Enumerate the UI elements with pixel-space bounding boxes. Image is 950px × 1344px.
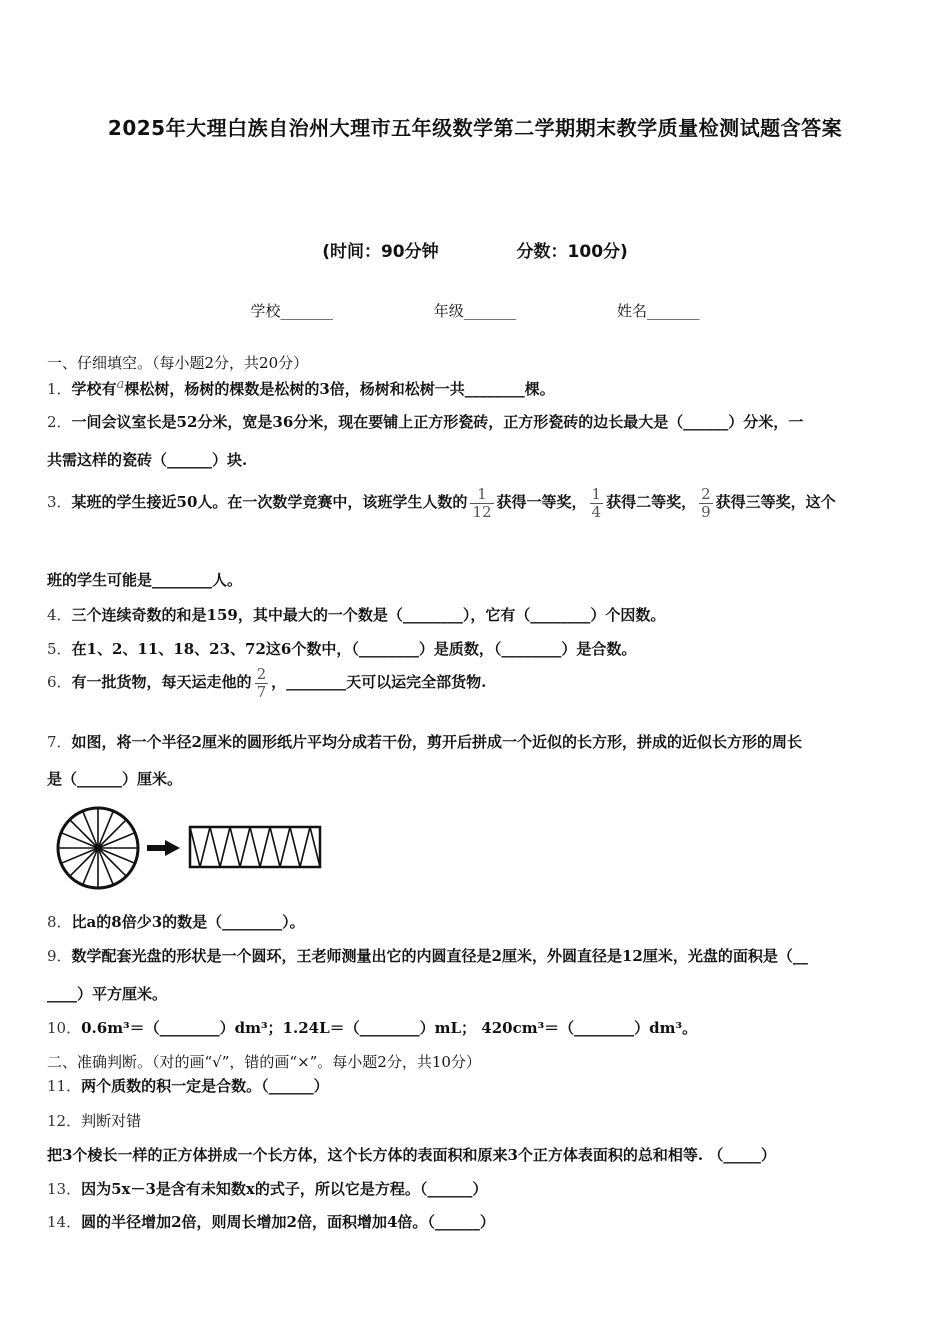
question-number: 14． [47, 1213, 82, 1231]
section2-heading: 二、准确判断。（对的画“√”，错的画“×”。每小题2分，共10分） [47, 1053, 481, 1071]
q3-text-b: 获得一等奖， [496, 493, 587, 511]
school-field[interactable]: 学校_______ [250, 302, 333, 320]
q3-text-a: 某班的学生接近50人。在一次数学竞赛中，该班学生人数的 [71, 493, 468, 511]
question-2-line1 [47, 411, 907, 432]
fraction-2-7: $\frac{2}{7}$ [256, 665, 267, 701]
grade-field[interactable]: 年级_______ [433, 302, 517, 320]
q1-text-a: 学校有 [71, 380, 117, 398]
question-number: 2． [47, 413, 72, 431]
question-6 [47, 666, 907, 700]
time-limit: (时间：90分钟 [322, 242, 439, 262]
question-14 [47, 1211, 907, 1232]
q3-text-d: 获得三等奖，这个 [715, 493, 836, 511]
question-8 [47, 911, 907, 932]
question-number: 13． [47, 1180, 82, 1198]
question-1 [47, 377, 907, 399]
fraction-1-12: $\frac{1}{12}$ [472, 485, 492, 521]
question-number: 10． [47, 1019, 82, 1037]
q14-text: 圆的半径增加2倍，则周长增加2倍，面积增加4倍。（______） [81, 1213, 495, 1231]
question-number: 12． [47, 1112, 82, 1130]
question-number: 9． [47, 947, 72, 965]
question-number: 3． [47, 493, 72, 511]
q1-variable: a [116, 377, 125, 392]
q11-text: 两个质数的积一定是合数。（______） [81, 1077, 329, 1095]
question-3-line1 [47, 486, 907, 520]
question-7-line1 [47, 731, 907, 752]
question-number: 7． [47, 733, 72, 751]
question-number: 6． [47, 673, 72, 691]
question-9-line1 [47, 945, 907, 966]
circle-spoke [70, 820, 98, 848]
question-5 [47, 638, 907, 659]
q6-text-a: 有一批货物，每天运走他的 [71, 673, 252, 691]
total-score: 分数：100分) [516, 242, 628, 262]
q7-text-1: 如图，将一个半径2厘米的圆形纸片平均分成若干份，剪开后拼成一个近似的长方形，拼成的近似长方形的周长 [71, 733, 802, 751]
question-number: 5． [47, 640, 72, 658]
q12-text: 判断对错 [81, 1112, 142, 1130]
circle-spoke [70, 848, 98, 876]
section1-heading: 一、仔细填空。（每小题2分，共20分） [47, 354, 309, 372]
circle-spoke [98, 820, 126, 848]
question-9-line2: ____）平方厘米。 [47, 985, 168, 1003]
question-4 [47, 604, 907, 625]
fraction-2-9: $\frac{2}{9}$ [701, 485, 711, 521]
divided-circle-icon [58, 808, 138, 888]
question-13 [47, 1178, 907, 1199]
q9-text-1: 数学配套光盘的形状是一个圆环，王老师测量出它的内圆直径是2厘米，外圆直径是12厘米，光盘的面积是（__ [71, 947, 808, 965]
approx-rectangle-icon [190, 827, 320, 867]
exam-meta [0, 237, 950, 262]
q1-text-b: 棵松树，杨树的棵数是松树的3倍，杨树和松树一共________棵。 [124, 380, 555, 398]
question-3-line2: 班的学生可能是________人。 [47, 571, 243, 589]
q13-text: 因为5x－3是含有未知数x的式子，所以它是方程。（______） [81, 1180, 488, 1198]
arrow-right-icon [147, 840, 180, 856]
question-10 [47, 1017, 907, 1038]
q3-text-c: 获得二等奖， [606, 493, 697, 511]
question-7-line2: 是（______）厘米。 [47, 770, 183, 788]
name-field[interactable]: 姓名_______ [617, 302, 700, 320]
q5-text: 在1、2、11、18、23、72这6个数中，（________）是质数，（________）是合数。 [71, 640, 637, 658]
question-number: 11． [47, 1077, 82, 1095]
question-12 [47, 1110, 907, 1131]
question-number: 8． [47, 913, 72, 931]
q4-text: 三个连续奇数的和是159，其中最大的一个数是（________），它有（________）个因数。 [71, 606, 666, 624]
q6-text-b: ，________天可以运完全部货物. [271, 673, 487, 691]
circle-spoke [98, 848, 126, 876]
question-12-statement: 把3个棱长一样的正方体拼成一个长方体，这个长方体的表面积和原来3个正方体表面积的总和相等. （_____） [47, 1146, 776, 1164]
question-number: 4． [47, 606, 72, 624]
exam-title: 2025年大理白族自治州大理市五年级数学第二学期期末教学质量检测试题含答案 [107, 116, 843, 140]
student-fields [0, 300, 950, 321]
q10-text: 0.6m³＝（________）dm³；1.24L＝（________）mL； 420cm³＝（________）dm³。 [81, 1019, 698, 1037]
question-11 [47, 1075, 907, 1096]
question-number: 1． [47, 380, 72, 398]
q8-text: 比a的8倍少3的数是（________）。 [71, 913, 305, 931]
q2-text-1: 一间会议室长是52分米，宽是36分米，现在要铺上正方形瓷砖，正方形瓷砖的边长最大是（______）分米，一 [71, 413, 804, 431]
question-2-line2: 共需这样的瓷砖（______）块. [47, 451, 248, 469]
fraction-1-4: $\frac{1}{4}$ [591, 485, 602, 521]
circle-to-rectangle-figure [55, 805, 325, 895]
